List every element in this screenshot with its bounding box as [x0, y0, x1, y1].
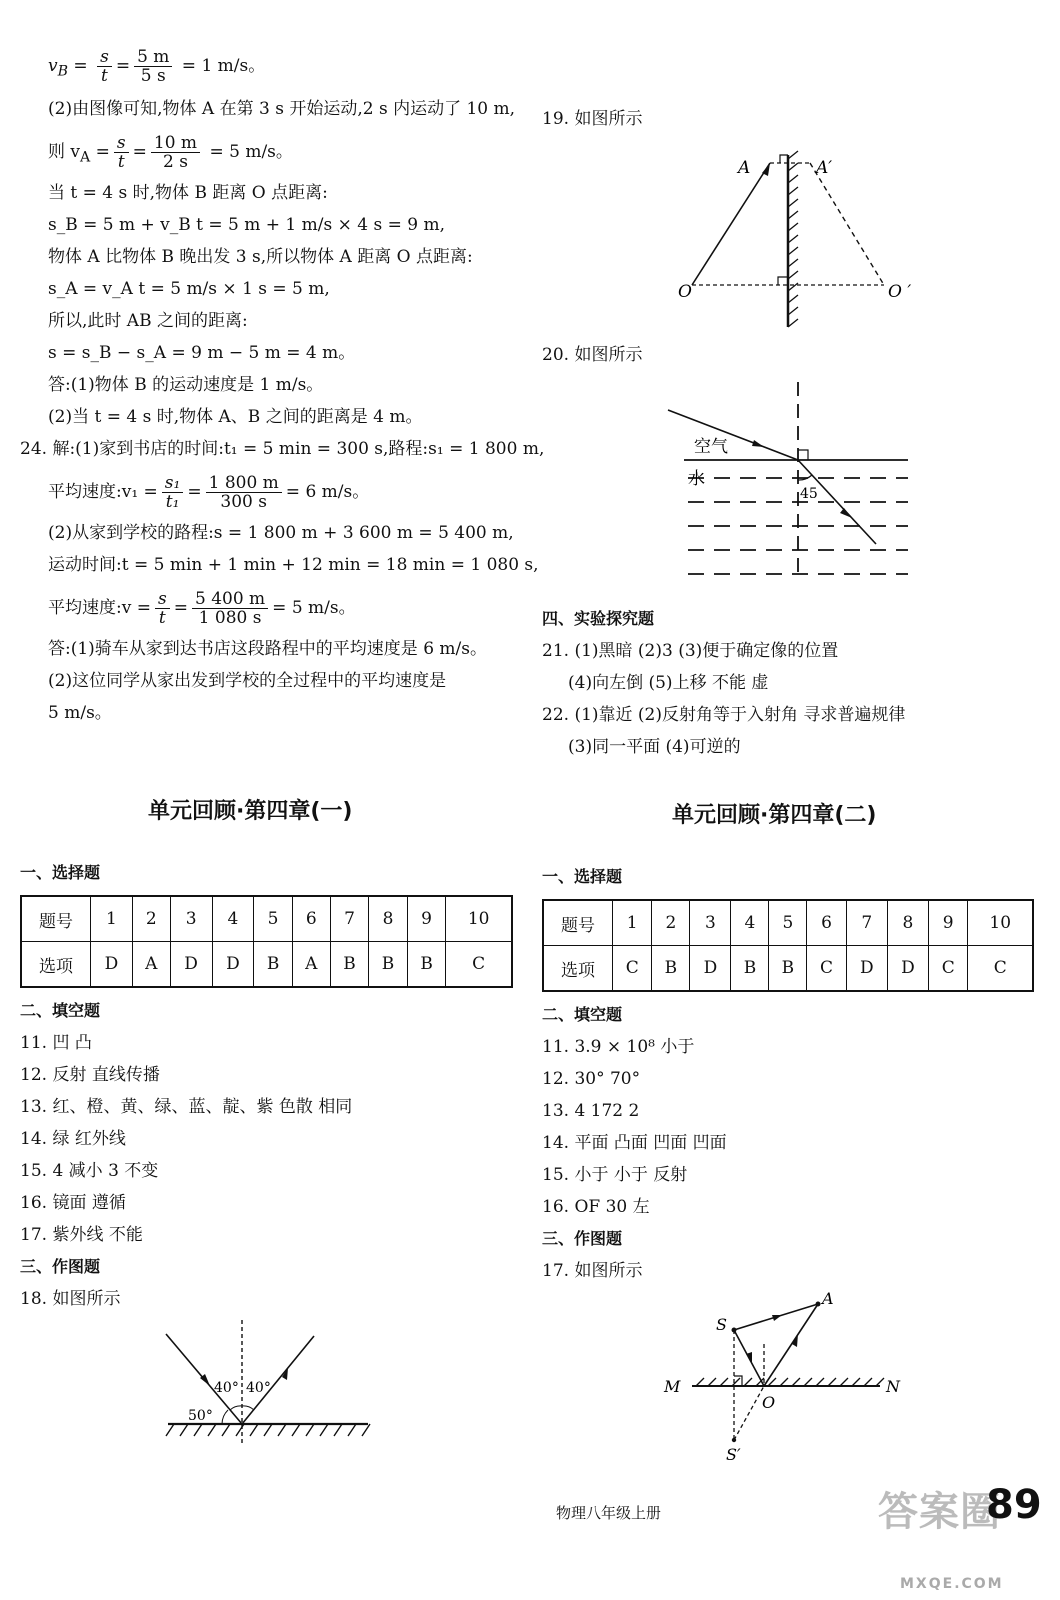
text-line: 所以,此时 AB 之间的距离:: [48, 311, 248, 331]
table-cell: D: [690, 946, 731, 992]
unit2-answer-table: [542, 899, 1034, 992]
list-item: 12. 30° 70°: [542, 1069, 641, 1089]
list-item: 17. 紫外线 不能: [20, 1225, 143, 1245]
label-angle-40-left: 40°: [214, 1380, 239, 1396]
table-cell: 6: [292, 896, 330, 942]
label-o: O: [762, 1393, 776, 1412]
table-header: 选项: [543, 946, 613, 992]
table-cell: 10: [968, 900, 1033, 946]
table-cell: B: [254, 942, 293, 988]
eq-vb: $v_B$ = $\frac{s}{t}$ = $\frac{5 m}{5 s}$ = 1 m/s。: [48, 47, 266, 86]
text-line: 物体 A 比物体 B 晚出发 3 s,所以物体 A 距离 O 点距离:: [48, 247, 473, 267]
unit1-section-fill: 二、填空题: [20, 1001, 101, 1020]
label-a-prime: A′: [816, 158, 833, 178]
list-item: 16. 镜面 遵循: [20, 1193, 126, 1213]
label-s: S: [716, 1315, 727, 1334]
table-cell: C: [807, 946, 846, 992]
table-cell: B: [407, 942, 446, 988]
table-cell: 1: [613, 900, 652, 946]
label-a: A: [738, 158, 751, 178]
list-item: 16. OF 30 左: [542, 1197, 650, 1217]
text-line: s_B = 5 m + v_B t = 5 m + 1 m/s × 4 s = 9 m,: [48, 215, 446, 235]
label-air: 空气: [694, 437, 728, 457]
list-item: 15. 小于 小于 反射: [542, 1165, 688, 1185]
unit1-section-draw: 三、作图题: [20, 1257, 101, 1276]
text-line: 答:(1)物体 B 的运动速度是 1 m/s。: [48, 375, 324, 395]
answer-22b: (3)同一平面 (4)可逆的: [568, 737, 741, 757]
text-line: s_A = v_A t = 5 m/s × 1 s = 5 m,: [48, 279, 330, 299]
unit2-section-fill: 二、填空题: [542, 1005, 623, 1024]
text-line: (2)当 t = 4 s 时,物体 A、B 之间的距离是 4 m。: [48, 407, 423, 427]
table-row: [21, 942, 512, 988]
table-cell: B: [731, 946, 769, 992]
unit2-section-draw: 三、作图题: [542, 1229, 623, 1248]
list-item: 14. 平面 凸面 凹面 凹面: [542, 1133, 727, 1153]
text-line: (2)这位同学从家出发到学校的全过程中的平均速度是: [48, 671, 447, 691]
answer-22a: 22. (1)靠近 (2)反射角等于入射角 寻求普遍规律: [542, 705, 906, 725]
table-cell: 4: [731, 900, 769, 946]
list-item: 11. 3.9 × 10⁸ 小于: [542, 1037, 695, 1057]
table-cell: D: [212, 942, 254, 988]
eq-v1: 平均速度:v₁ = $\frac{\text{s₁}}{\text{t₁}}$ = $\frac{1 800 m}{300 s}$ = 6 m/s。: [48, 473, 370, 512]
label-water: 水: [688, 469, 705, 489]
q18-label: 18. 如图所示: [20, 1289, 121, 1309]
footer-book-title: 物理八年级上册: [556, 1504, 662, 1522]
eq-va: 则 $v_A$ = $\frac{s}{t}$ = $\frac{10 m}{2 s}$ = 5 m/s。: [48, 133, 293, 172]
figure-18-reflection: [164, 1320, 384, 1450]
table-cell: 7: [330, 896, 369, 942]
page-number: 89: [986, 1482, 1042, 1528]
watermark-url: MXQE.COM: [900, 1576, 1004, 1592]
label-angle-40-right: 40°: [246, 1380, 271, 1396]
table-header: 选项: [21, 942, 91, 988]
unit1-answer-table: [20, 895, 513, 988]
table-cell: C: [929, 946, 968, 992]
figure-17-mirror-image: [664, 1290, 914, 1470]
table-cell: 9: [407, 896, 446, 942]
text-line: s = s_B − s_A = 9 m − 5 m = 4 m。: [48, 343, 356, 363]
label-angle-45: 45: [800, 486, 818, 502]
answer-21a: 21. (1)黑暗 (2)3 (3)便于确定像的位置: [542, 641, 839, 661]
text-line: 运动时间:t = 5 min + 1 min + 12 min = 18 min = 1 080 s,: [48, 555, 539, 575]
table-cell: 6: [807, 900, 846, 946]
table-cell: 8: [887, 900, 928, 946]
table-cell: A: [132, 942, 170, 988]
table-cell: 5: [254, 896, 293, 942]
text-line: (2)由图像可知,物体 A 在第 3 s 开始运动,2 s 内运动了 10 m,: [48, 99, 516, 119]
table-cell: 7: [846, 900, 887, 946]
answer-21b: (4)向左倒 (5)上移 不能 虚: [568, 673, 769, 693]
table-cell: 3: [170, 896, 212, 942]
section-heading: 四、实验探究题: [542, 609, 655, 628]
table-cell: 3: [690, 900, 731, 946]
text-line: 24. 解:(1)家到书店的时间:t₁ = 5 min = 300 s,路程:s₁ = 1 800 m,: [20, 439, 545, 459]
table-cell: D: [846, 946, 887, 992]
table-cell: 2: [132, 896, 170, 942]
text-line: 当 t = 4 s 时,物体 B 距离 O 点距离:: [48, 183, 328, 203]
unit1-title: 单元回顾·第四章(一): [148, 799, 353, 824]
list-item: 13. 红、橙、黄、绿、蓝、靛、紫 色散 相同: [20, 1097, 353, 1117]
watermark-logo: 答案圈: [878, 1489, 1001, 1535]
table-cell: 4: [212, 896, 254, 942]
label-angle-50: 50°: [188, 1408, 213, 1424]
label-m: M: [664, 1377, 681, 1396]
table-cell: 10: [446, 896, 512, 942]
label-s-prime: S′: [726, 1445, 741, 1464]
q17-label: 17. 如图所示: [542, 1261, 643, 1281]
unit1-section-choice: 一、选择题: [20, 863, 101, 882]
table-row: [543, 900, 1033, 946]
table-header: 题号: [21, 896, 91, 942]
table-cell: D: [170, 942, 212, 988]
unit2-section-choice: 一、选择题: [542, 867, 623, 886]
table-cell: C: [613, 946, 652, 992]
table-cell: 1: [91, 896, 133, 942]
figure-20-refraction: [664, 380, 924, 590]
list-item: 12. 反射 直线传播: [20, 1065, 160, 1085]
label-a: A: [822, 1289, 834, 1308]
table-cell: 5: [769, 900, 807, 946]
label-o: O: [678, 282, 692, 302]
list-item: 13. 4 172 2: [542, 1101, 640, 1121]
table-cell: D: [91, 942, 133, 988]
figure-19-plane-mirror: [670, 145, 930, 345]
table-cell: 2: [652, 900, 690, 946]
table-row: [21, 896, 512, 942]
q20-label: 20. 如图所示: [542, 345, 643, 365]
list-item: 15. 4 减小 3 不变: [20, 1161, 159, 1181]
label-o-prime: O ′: [888, 282, 912, 302]
table-cell: B: [652, 946, 690, 992]
table-cell: B: [769, 946, 807, 992]
table-cell: B: [369, 942, 408, 988]
eq-v: 平均速度:v = $\frac{s}{t}$ = $\frac{5 400 m}{1 080 s}$ = 5 m/s。: [48, 589, 356, 628]
list-item: 11. 凹 凸: [20, 1033, 92, 1053]
table-cell: B: [330, 942, 369, 988]
text-line: 答:(1)骑车从家到达书店这段路程中的平均速度是 6 m/s。: [48, 639, 488, 659]
table-cell: A: [292, 942, 330, 988]
unit2-title: 单元回顾·第四章(二): [672, 803, 877, 828]
table-cell: D: [887, 946, 928, 992]
label-n: N: [886, 1377, 900, 1396]
table-cell: 8: [369, 896, 408, 942]
table-cell: 9: [929, 900, 968, 946]
table-cell: C: [968, 946, 1033, 992]
list-item: 14. 绿 红外线: [20, 1129, 126, 1149]
text-line: 5 m/s。: [48, 703, 112, 723]
table-row: [543, 946, 1033, 992]
q19-label: 19. 如图所示: [542, 109, 643, 129]
table-cell: C: [446, 942, 512, 988]
text-line: (2)从家到学校的路程:s = 1 800 m + 3 600 m = 5 400 m,: [48, 523, 514, 543]
table-header: 题号: [543, 900, 613, 946]
